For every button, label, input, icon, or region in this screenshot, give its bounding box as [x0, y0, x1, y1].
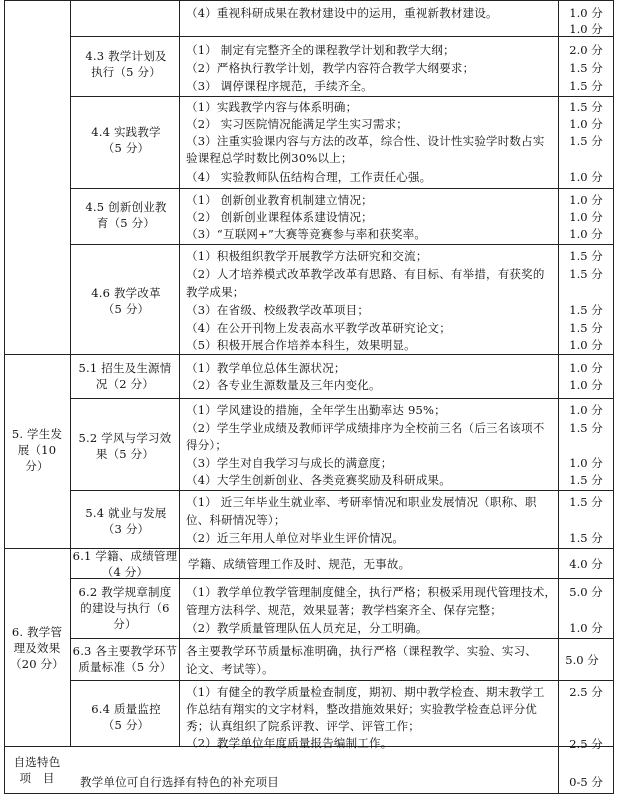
r52-line-4: （3）学生对自我学习与成长的满意度； [186, 456, 393, 470]
r7-line-1: 教学单位可自行选择有特色的补充项目 [80, 775, 279, 789]
r44-line-3: （3）注重实验课内容与方法的改革，综合性、设计性实验学时数占实 [186, 134, 545, 148]
criterion-6-4-title: 6.4 质量监控（5 分） [91, 702, 161, 732]
r43-line-2: （2）严格执行教学计划，教学内容符合教学大纲要求； [186, 61, 475, 75]
r52-line-2: （2）学生学业成绩及教师评学成绩排序为全校前三名（后三名该项不 [186, 421, 545, 435]
r45-score-2: 1.0 分 [569, 210, 603, 224]
r45-line-1: （1） 创新创业教育机制建立情况； [186, 193, 373, 207]
r44-line-2: （2） 实习医院情况能满足学生实习需求； [186, 117, 408, 131]
col-sep-2 [179, 0, 180, 746]
r46-score-4: 1.5 分 [569, 321, 603, 335]
criterion-6-2-title: 6.2 教学规章制度的建设与执行（6 分） [78, 585, 172, 631]
criterion-4-6-title: 4.6 教学改革（5 分） [91, 286, 161, 316]
r7-score-1: 0-5 分 [569, 775, 603, 789]
r54-line-2: 位、科研情况等）； [186, 513, 286, 527]
r45-line-3: （3）“互联网+”大赛等竞赛参与率和获奖率。 [186, 227, 427, 241]
row-sep [70, 490, 614, 491]
r46-line-2: （2）人才培养模式改革教学改革有思路、有目标、有举措，有获奖的 [186, 267, 545, 281]
r43-score-2: 1.5 分 [569, 61, 603, 75]
r43-line-3: （3） 调停课程序规范，手续齐全。 [186, 79, 373, 93]
r62-line-2: 管理方法科学、规范，效果显著；教学档案齐全、保存完整； [186, 603, 502, 617]
r63-line-2: 论文、考试等）。 [186, 662, 274, 676]
r62-line-3: （2）教学质量管理队伍人员充足，分工明确。 [186, 621, 428, 635]
r64-line-4: （2）教学单位年度质量报告编制工作。 [186, 736, 393, 750]
r64-score-1: 2.5 分 [569, 685, 603, 699]
r44-score-3: 1.5 分 [569, 134, 603, 148]
r44-line-4: 验课程总学时数比例30%以上； [186, 151, 353, 165]
criterion-4-4-title: 4.4 实践教学（5 分） [91, 125, 161, 155]
r45-score-3: 1.0 分 [569, 227, 603, 241]
r51-line-1: （1）教学单位总体生源状况； [186, 361, 346, 375]
r44-score-1: 1.5 分 [569, 100, 603, 114]
row0-line-1: （4）重视科研成果在教材建设中的运用，重视新教材建设。 [186, 6, 498, 20]
r46-line-5: （4）在公开刊物上发表高水平教学改革研究论文； [186, 321, 451, 335]
criterion-5-4-title: 5.4 就业与发展（3 分） [85, 506, 167, 536]
r52-score-2: 1.5 分 [569, 421, 603, 435]
r61-score-1: 4.0 分 [569, 557, 603, 571]
r43-line-1: （1） 制定有完整齐全的课程教学计划和教学大纲； [186, 43, 455, 57]
r63-score-1: 5.0 分 [565, 653, 599, 667]
row-sep [70, 36, 614, 37]
r46-line-4: （3）在省级、校级教学改革项目； [186, 303, 370, 317]
r51-score-1: 1.0 分 [569, 361, 603, 375]
table-border-bottom [4, 793, 614, 794]
sec-sep-5 [4, 354, 614, 355]
r62-line-1: （1）教学单位教学管理制度健全，执行严格；积极采用现代管理技术， [186, 585, 557, 599]
r44-line-5: （4） 实验教师队伍结构合理，工作责任心强。 [186, 170, 432, 184]
r63-line-1: 各主要教学环节质量标准明确，执行严格（课程教学、实验、实习、 [186, 644, 537, 658]
row-sep [70, 398, 614, 399]
r46-score-2: 1.5 分 [569, 267, 603, 281]
section-5-title: 5. 学生发展（10 分） [11, 427, 63, 473]
col-sep-3 [558, 0, 559, 794]
criterion-6-3-title: 6.3 各主要教学环节质量标准（5 分） [72, 644, 178, 674]
r44-line-1: （1）实践教学内容与体系明确； [186, 100, 358, 114]
criterion-4-3-title: 4.3 教学计划及执行（5 分） [85, 49, 167, 79]
row-sep [70, 244, 614, 245]
r52-line-1: （1）学风建设的措施，全年学生出勤率达 95%； [186, 403, 446, 417]
r45-line-2: （2） 创新创业课程体系建设情况； [186, 210, 373, 224]
r44-score-4: 1.0 分 [569, 170, 603, 184]
r46-score-5: 1.0 分 [569, 338, 603, 352]
r62-score-2: 1.0 分 [569, 621, 603, 635]
row-sep [70, 188, 614, 189]
r54-line-1: （1） 近三年毕业生就业率、考研率情况和职业发展情况（职称、职 [186, 495, 537, 509]
table-border-right [613, 0, 614, 794]
r52-line-5: （4）大学生创新创业、各类竞赛奖励及科研成果。 [186, 473, 451, 487]
table-border-top [4, 0, 614, 1]
criterion-6-1-title: 6.1 学籍、成绩管理（4 分） [72, 549, 178, 579]
section-6-title: 6. 教学管理及效果（20 分） [10, 625, 64, 671]
evaluation-table [4, 0, 614, 794]
row0-score-1: 1.0 分 [569, 6, 603, 20]
criterion-5-2-title: 5.2 学风与学习效果（5 分） [78, 431, 172, 461]
r46-line-3: 教学成果； [186, 285, 245, 299]
r51-score-2: 1.0 分 [569, 378, 603, 392]
r64-score-2: 2.5 分 [569, 737, 603, 751]
row0-score-2: 1.0 分 [569, 22, 603, 36]
r62-score-1: 5.0 分 [569, 585, 603, 599]
r45-score-1: 1.0 分 [569, 193, 603, 207]
r54-score-1: 1.5 分 [569, 495, 603, 509]
r46-line-6: （5）积极开展合作培养本科生，效果明显。 [186, 338, 416, 352]
r54-score-2: 1.5 分 [569, 531, 603, 545]
col-sep-1 [70, 0, 71, 746]
r52-score-1: 1.0 分 [569, 403, 603, 417]
row-sep [70, 680, 614, 681]
r64-line-3: 秀；认真组织了院系评教、评学、评管工作； [186, 719, 420, 733]
r43-score-3: 1.5 分 [569, 79, 603, 93]
section-7-title: 自选特色项 目 [13, 755, 61, 785]
r52-line-3: 得分）； [186, 438, 228, 452]
r46-score-1: 1.5 分 [569, 249, 603, 263]
criterion-4-5-title: 4.5 创新创业教育（5 分） [85, 200, 167, 230]
criterion-5-1-title: 5.1 招生及生源情况（2 分） [78, 361, 172, 391]
r61-line-1: 学籍、成绩管理工作及时、规范，无事故。 [188, 557, 411, 571]
r52-score-3: 1.0 分 [569, 456, 603, 470]
r64-line-1: （1）有健全的教学质量检查制度，期初、期中教学检查、期末教学工 [186, 685, 545, 699]
row-sep [70, 96, 614, 97]
row-sep [70, 638, 614, 639]
r43-score-1: 2.0 分 [569, 43, 603, 57]
r54-line-3: （2）近三年用人单位对毕业生评价情况。 [186, 531, 405, 545]
r46-score-3: 1.5 分 [569, 303, 603, 317]
table-border-left [4, 0, 5, 794]
r51-line-2: （2）各专业生源数量及三年内变化。 [186, 378, 381, 392]
r46-line-1: （1）积极组织教学开展教学方法研究和交流； [186, 249, 428, 263]
r64-line-2: 作总结有翔实的文字材料，整改措施效果好；实验教学检查总评分优 [186, 702, 537, 716]
r44-score-2: 1.0 分 [569, 117, 603, 131]
r52-score-4: 1.5 分 [569, 473, 603, 487]
